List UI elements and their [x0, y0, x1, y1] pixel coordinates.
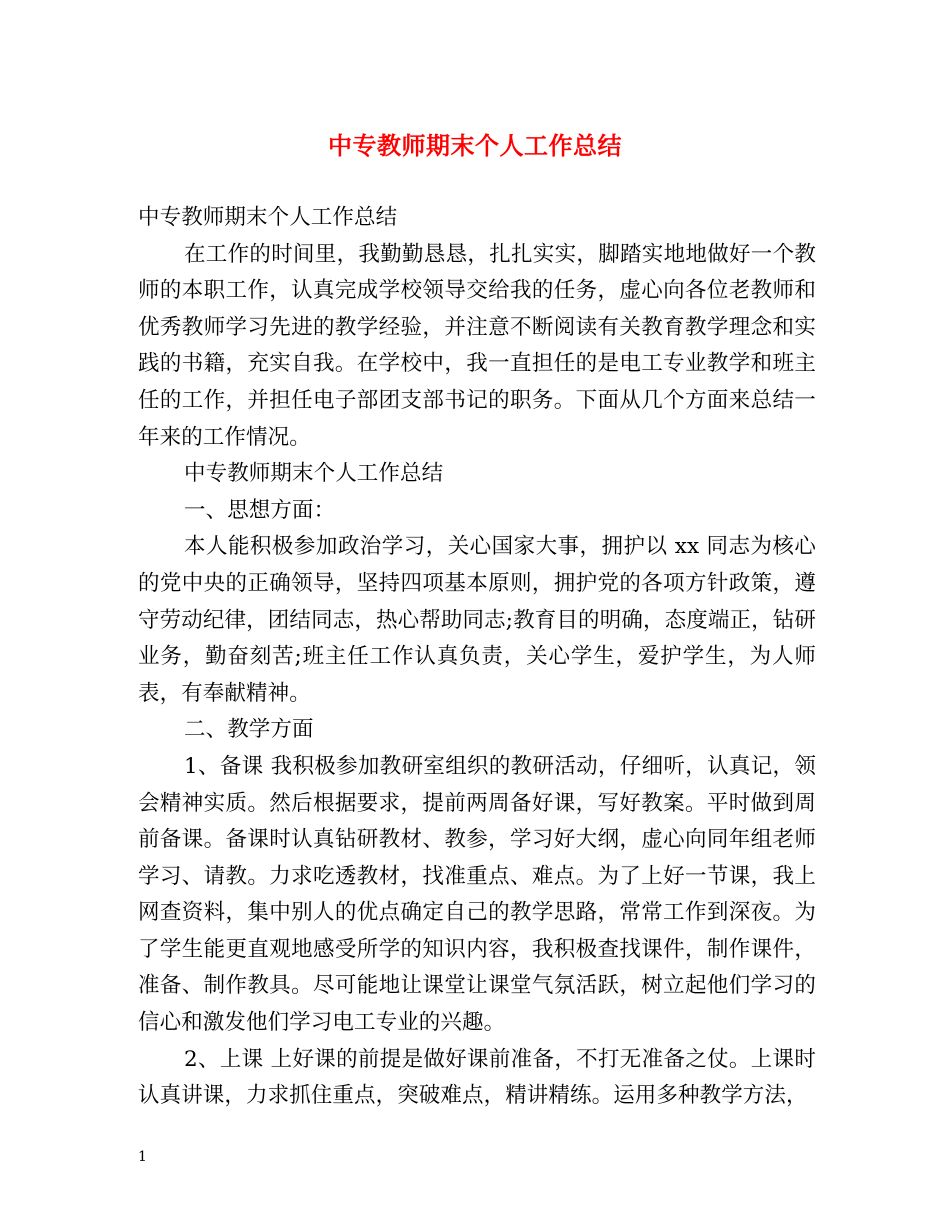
intro-paragraph: 在工作的时间里，我勤勤恳恳，扎扎实实，脚踏实地地做好一个教师的本职工作，认真完成学校领导交给我的任务，虚心向各位老教师和优秀教师学习先进的教学经验，并注意不断阅读有关教育教学理念和实践的书籍，充实自我。在学校中，我一直担任的是电工专业教学和班主任的工作，并担任电子部团支部书记的职务。下面从几个方面来总结一年来的工作情况。: [138, 241, 816, 450]
ideology-paragraph: 本人能积极参加政治学习，关心国家大事，拥护以 xx 同志为核心的党中央的正确领导，坚持四项基本原则，拥护党的各项方针政策，遵守劳动纪律，团结同志，热心帮助同志;教育目的明确，态度端正，钻研业务，勤奋刻苦;班主任工作认真负责，关心学生，爱护学生，为人师表，有奉献精神。: [138, 534, 816, 706]
subtitle-paragraph: 中专教师期末个人工作总结: [138, 205, 398, 230]
document-title: 中专教师期末个人工作总结: [328, 132, 622, 160]
section-heading-ideology: 一、思想方面：: [184, 497, 336, 523]
class-teaching-paragraph: 2、上课 上好课的前提是做好课前准备，不打无准备之仗。上课时认真讲课，力求抓住重点，突破难点，精讲精练。运用多种教学方法，: [138, 1046, 816, 1109]
lesson-prep-paragraph: 1、备课 我积极参加教研室组织的教研活动，仔细听，认真记，领会精神实质。然后根据要求，提前两周备好课，写好教案。平时做到周前备课。备课时认真钻研教材、教参，学习好大纲，虚心向同年组老师学习、请教。力求吃透教材，找准重点、难点。为了上好一节课，我上网查资料，集中别人的优点确定自己的教学思路，常常工作到深夜。为了学生能更直观地感受所学的知识内容，我积极查找课件，制作课件，准备、制作教具。尽可能地让课堂让课堂气氛活跃，树立起他们学习的信心和激发他们学习电工专业的兴趣。: [138, 753, 816, 1036]
page-number: 1: [138, 1149, 147, 1165]
section-heading-teaching: 二、教学方面: [184, 717, 314, 743]
section-heading-paragraph: 中专教师期末个人工作总结: [184, 461, 444, 487]
document-body: [138, 200, 816, 1115]
